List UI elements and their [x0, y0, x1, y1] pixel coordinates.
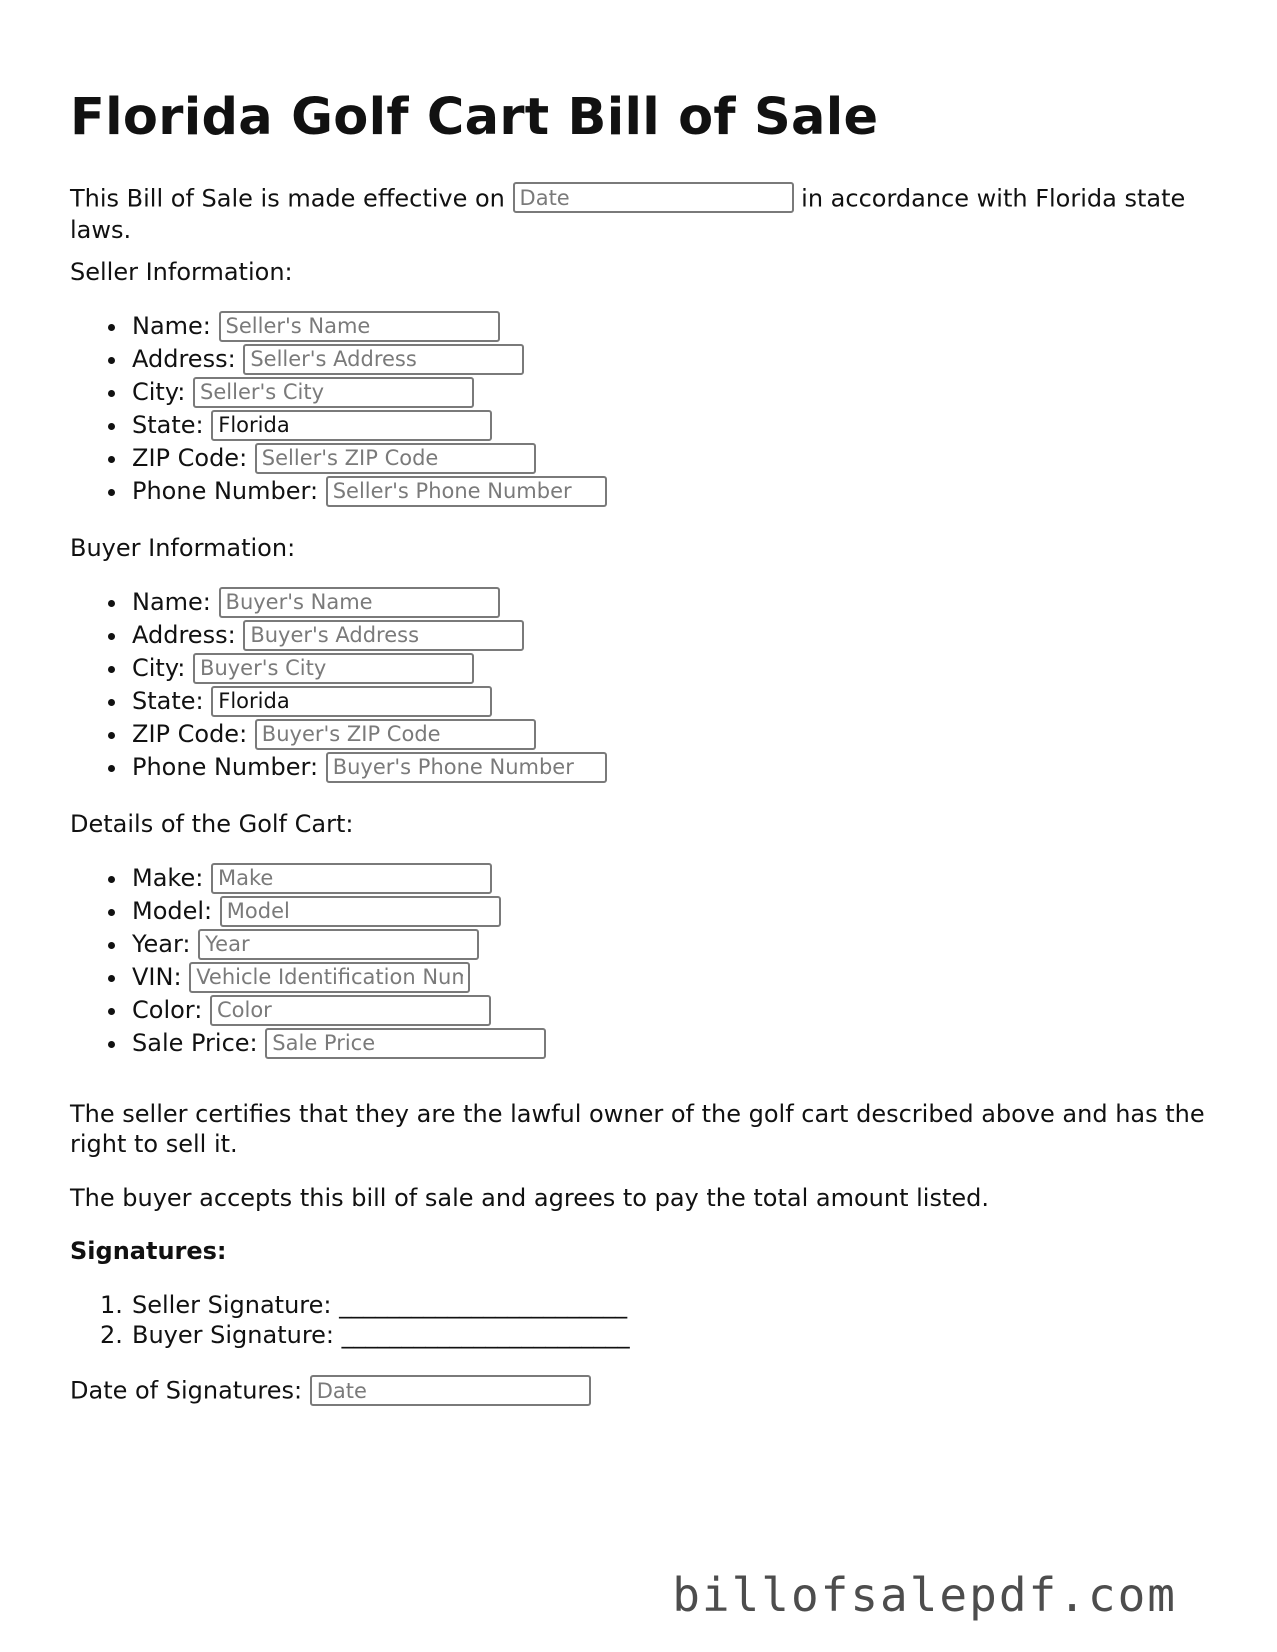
signature-list [70, 1290, 630, 1350]
signatures-heading: Signatures: [70, 1237, 227, 1265]
buyer-fields [70, 586, 607, 784]
signature-date-input[interactable] [310, 1375, 591, 1406]
field-label: Sale Price: [132, 1029, 258, 1057]
buyer-address-item [132, 619, 607, 652]
intro-text-after: in accordance with Florida state laws. [70, 184, 1186, 244]
signature-date-label: Date of Signatures: [70, 1376, 303, 1405]
buyer-zip-input[interactable] [255, 719, 536, 750]
seller-fields [70, 310, 607, 508]
buyer-zip-item [132, 718, 607, 751]
cart-model-item [132, 895, 546, 928]
buyer-address-input[interactable] [243, 620, 524, 651]
seller-zip-input[interactable] [255, 443, 536, 474]
field-label: VIN: [132, 963, 182, 991]
cart-vin-item [132, 961, 546, 994]
buyer-signature-item [100, 1320, 630, 1350]
vin-input[interactable] [189, 962, 470, 993]
cart-color-item [132, 994, 546, 1027]
field-label: ZIP Code: [132, 720, 248, 748]
intro-text-before: This Bill of Sale is made effective on [70, 184, 505, 213]
field-label: Name: [132, 588, 211, 616]
seller-signature-line[interactable]: Seller Signature: ________________________ [132, 1291, 628, 1319]
field-label: ZIP Code: [132, 444, 248, 472]
sale-price-input[interactable] [265, 1028, 546, 1059]
buyer-name-item [132, 586, 607, 619]
model-input[interactable] [220, 896, 501, 927]
effective-date-input[interactable] [513, 182, 794, 213]
seller-name-input[interactable] [219, 311, 500, 342]
signature-date-row [70, 1375, 591, 1407]
field-label: Model: [132, 897, 213, 925]
seller-state-input[interactable] [211, 410, 492, 441]
buyer-name-input[interactable] [219, 587, 500, 618]
seller-phone-input[interactable] [326, 476, 607, 507]
seller-address-input[interactable] [243, 344, 524, 375]
intro-paragraph [70, 182, 1200, 246]
field-label: Make: [132, 864, 204, 892]
seller-heading: Seller Information: [70, 258, 293, 286]
buyer-phone-input[interactable] [326, 752, 607, 783]
seller-city-input[interactable] [193, 377, 474, 408]
seller-state-item [132, 409, 607, 442]
certification-paragraph: The seller certifies that they are the lawful owner of the golf cart described above and has the right to sell it. [70, 1100, 1205, 1158]
seller-zip-item [132, 442, 607, 475]
buyer-phone-item [132, 751, 607, 784]
make-input[interactable] [211, 863, 492, 894]
field-label: Address: [132, 621, 236, 649]
buyer-city-input[interactable] [193, 653, 474, 684]
cart-make-item [132, 862, 546, 895]
buyer-state-input[interactable] [211, 686, 492, 717]
field-label: State: [132, 687, 204, 715]
seller-address-item [132, 343, 607, 376]
seller-city-item [132, 376, 607, 409]
seller-signature-item [100, 1290, 630, 1320]
cart-year-item [132, 928, 546, 961]
color-input[interactable] [210, 995, 491, 1026]
buyer-heading: Buyer Information: [70, 534, 296, 562]
seller-phone-item [132, 475, 607, 508]
watermark: billofsalepdf.com [672, 1568, 1177, 1622]
acceptance-paragraph: The buyer accepts this bill of sale and agrees to pay the total amount listed. [70, 1184, 989, 1212]
cart-fields [70, 862, 546, 1060]
buyer-signature-line[interactable]: Buyer Signature: ________________________ [132, 1321, 630, 1349]
buyer-state-item [132, 685, 607, 718]
field-label: City: [132, 654, 186, 682]
field-label: Year: [132, 930, 191, 958]
list-number: 1. [100, 1291, 123, 1319]
field-label: Address: [132, 345, 236, 373]
field-label: State: [132, 411, 204, 439]
field-label: Phone Number: [132, 477, 319, 505]
buyer-city-item [132, 652, 607, 685]
seller-name-item [132, 310, 607, 343]
list-number: 2. [100, 1321, 123, 1349]
cart-heading: Details of the Golf Cart: [70, 810, 354, 838]
page-title: Florida Golf Cart Bill of Sale [70, 88, 879, 147]
cart-price-item [132, 1027, 546, 1060]
year-input[interactable] [198, 929, 479, 960]
field-label: Phone Number: [132, 753, 319, 781]
field-label: Name: [132, 312, 211, 340]
field-label: City: [132, 378, 186, 406]
field-label: Color: [132, 996, 203, 1024]
